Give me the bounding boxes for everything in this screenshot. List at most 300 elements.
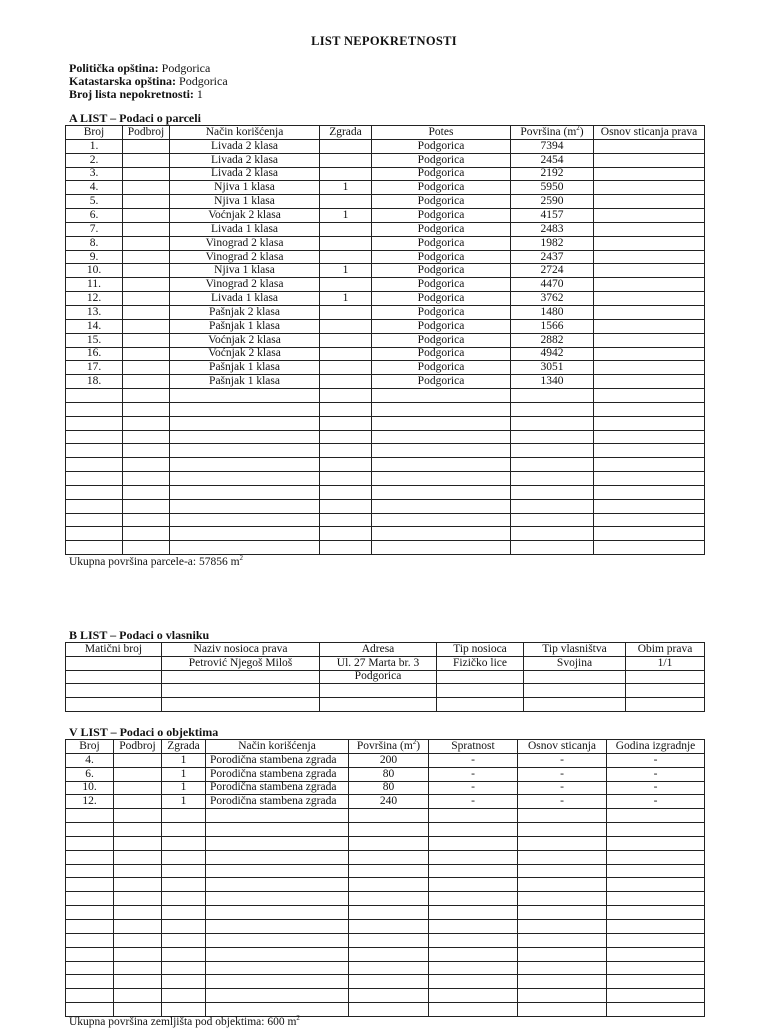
table-cell: [518, 836, 607, 850]
table-cell: Podgorica: [372, 222, 511, 236]
table-cell: [511, 444, 594, 458]
list-v-heading: V LIST – Podaci o objektima: [69, 725, 219, 739]
table-cell: [66, 541, 123, 555]
table-cell: -: [518, 767, 607, 781]
table-row: [66, 767, 705, 781]
table-row: [66, 222, 705, 236]
table-cell: [114, 919, 162, 933]
table-cell: [518, 933, 607, 947]
table-cell: [162, 975, 206, 989]
table-cell: [123, 541, 170, 555]
table-cell: [594, 472, 705, 486]
table-cell: [349, 836, 429, 850]
table-cell: Njiva 1 klasa: [170, 181, 320, 195]
table-cell: 4.: [66, 181, 123, 195]
table-cell: 12.: [66, 292, 123, 306]
table-row: [66, 753, 705, 767]
table-cell: 1480: [511, 305, 594, 319]
table-cell: [437, 670, 524, 684]
table-cell: [607, 836, 705, 850]
table-cell: Njiva 1 klasa: [170, 264, 320, 278]
table-row: [66, 236, 705, 250]
table-cell: [607, 823, 705, 837]
table-cell: [594, 222, 705, 236]
table-cell: [518, 989, 607, 1003]
table-cell: [607, 919, 705, 933]
table-cell: [123, 278, 170, 292]
table-cell: [114, 892, 162, 906]
table-cell: Podgorica: [372, 195, 511, 209]
table-cell: [349, 1003, 429, 1017]
table-row: [66, 305, 705, 319]
table-cell: [607, 989, 705, 1003]
table-cell: [372, 444, 511, 458]
table-cell: [429, 906, 518, 920]
table-cell: [66, 809, 114, 823]
table-cell: Podgorica: [372, 181, 511, 195]
column-header: Godina izgradnje: [607, 740, 705, 754]
table-cell: 1: [320, 264, 372, 278]
table-cell: [511, 527, 594, 541]
table-cell: [626, 684, 705, 698]
column-header: Obim prava: [626, 643, 705, 657]
table-cell: Podgorica: [372, 167, 511, 181]
table-cell: [206, 823, 349, 837]
table-cell: [162, 989, 206, 1003]
table-cell: [320, 485, 372, 499]
table-cell: [594, 389, 705, 403]
table-cell: [123, 402, 170, 416]
table-cell: [429, 850, 518, 864]
table-row: [66, 319, 705, 333]
table-cell: [162, 961, 206, 975]
table-cell: [511, 430, 594, 444]
table-cell: [206, 892, 349, 906]
table-cell: [518, 850, 607, 864]
table-cell: [320, 361, 372, 375]
table-cell: 2724: [511, 264, 594, 278]
table-cell: [114, 906, 162, 920]
table-cell: [162, 906, 206, 920]
table-cell: [320, 499, 372, 513]
table-row: [66, 416, 705, 430]
table-cell: [594, 181, 705, 195]
table-cell: Podgorica: [372, 347, 511, 361]
table-cell: [349, 961, 429, 975]
table-cell: 1982: [511, 236, 594, 250]
table-cell: [66, 458, 123, 472]
table-cell: [114, 809, 162, 823]
table-cell: [66, 864, 114, 878]
table-row: [66, 961, 705, 975]
table-cell: [511, 416, 594, 430]
table-cell: [518, 823, 607, 837]
table-cell: [123, 250, 170, 264]
table-row: [66, 975, 705, 989]
table-cell: [170, 430, 320, 444]
table-cell: [429, 989, 518, 1003]
table-cell: [372, 430, 511, 444]
table-cell: [349, 809, 429, 823]
table-cell: Voćnjak 2 klasa: [170, 347, 320, 361]
table-cell: 5.: [66, 195, 123, 209]
table-row: [66, 444, 705, 458]
document-title: LIST NEPOKRETNOSTI: [311, 34, 457, 48]
column-header: Osnov sticanja: [518, 740, 607, 754]
table-cell: 17.: [66, 361, 123, 375]
table-row: [66, 458, 705, 472]
table-row: [66, 836, 705, 850]
table-cell: [511, 485, 594, 499]
table-cell: [518, 878, 607, 892]
table-cell: [607, 878, 705, 892]
table-cell: 80: [349, 781, 429, 795]
table-cell: [66, 823, 114, 837]
table-cell: [429, 878, 518, 892]
table-cell: [372, 416, 511, 430]
table-cell: [518, 906, 607, 920]
table-cell: [162, 919, 206, 933]
table-cell: [594, 278, 705, 292]
table-header-row: [66, 126, 705, 140]
table-row: [66, 278, 705, 292]
table-cell: 2437: [511, 250, 594, 264]
table-cell: [320, 430, 372, 444]
table-cell: [206, 836, 349, 850]
table-cell: [607, 947, 705, 961]
table-cell: -: [518, 781, 607, 795]
table-row: [66, 264, 705, 278]
table-cell: [320, 402, 372, 416]
table-cell: Livada 2 klasa: [170, 153, 320, 167]
table-cell: [123, 139, 170, 153]
table-cell: [206, 961, 349, 975]
table-row: [66, 919, 705, 933]
table-row: [66, 864, 705, 878]
table-cell: Livada 2 klasa: [170, 167, 320, 181]
table-cell: [511, 402, 594, 416]
table-row: [66, 989, 705, 1003]
table-cell: [66, 1003, 114, 1017]
table-cell: [114, 864, 162, 878]
table-row: [66, 292, 705, 306]
column-header: Tip nosioca: [437, 643, 524, 657]
table-cell: [320, 236, 372, 250]
table-cell: [320, 250, 372, 264]
table-cell: [349, 892, 429, 906]
table-cell: -: [518, 795, 607, 809]
table-cell: [607, 892, 705, 906]
table-row: [66, 485, 705, 499]
table-cell: [349, 823, 429, 837]
table-cell: 18.: [66, 375, 123, 389]
table-cell: [594, 236, 705, 250]
table-cell: [66, 670, 162, 684]
table-row: [66, 167, 705, 181]
table-cell: [123, 527, 170, 541]
table-cell: [123, 375, 170, 389]
column-header: Matični broj: [66, 643, 162, 657]
table-cell: [594, 485, 705, 499]
table-cell: 6.: [66, 209, 123, 223]
table-cell: [114, 850, 162, 864]
table-cell: [607, 933, 705, 947]
table-cell: 13.: [66, 305, 123, 319]
table-cell: -: [429, 767, 518, 781]
table-cell: Podgorica: [320, 670, 437, 684]
table-cell: [511, 458, 594, 472]
table-cell: [66, 947, 114, 961]
list-v-total: Ukupna površina zemljišta pod objektima: 600 $m^2$: [69, 1014, 300, 1028]
table-cell: [206, 919, 349, 933]
table-header-row: [66, 643, 705, 657]
table-row: [66, 472, 705, 486]
table-cell: [320, 375, 372, 389]
table-cell: [320, 698, 437, 712]
table-cell: [429, 947, 518, 961]
table-row: [66, 250, 705, 264]
table-cell: [594, 458, 705, 472]
table-row: [66, 947, 705, 961]
table-cell: [594, 402, 705, 416]
table-cell: 1.: [66, 139, 123, 153]
table-cell: [594, 195, 705, 209]
table-row: [66, 850, 705, 864]
table-cell: [114, 989, 162, 1003]
table-cell: [518, 975, 607, 989]
table-cell: [206, 864, 349, 878]
table-cell: [349, 850, 429, 864]
table-cell: [162, 684, 320, 698]
table-cell: [349, 989, 429, 1003]
table-cell: Njiva 1 klasa: [170, 195, 320, 209]
table-cell: [429, 836, 518, 850]
column-header: Osnov sticanja prava: [594, 126, 705, 140]
table-cell: Podgorica: [372, 264, 511, 278]
table-cell: 8.: [66, 236, 123, 250]
table-cell: [320, 195, 372, 209]
table-cell: 1: [320, 292, 372, 306]
table-cell: -: [607, 795, 705, 809]
table-cell: [518, 1003, 607, 1017]
table-cell: Porodična stambena zgrada: [206, 795, 349, 809]
table-cell: 3762: [511, 292, 594, 306]
table-row: [66, 933, 705, 947]
table-cell: [162, 1003, 206, 1017]
table-cell: [114, 1003, 162, 1017]
table-cell: Porodična stambena zgrada: [206, 767, 349, 781]
table-cell: Podgorica: [372, 153, 511, 167]
table-cell: Vinograd 2 klasa: [170, 250, 320, 264]
table-cell: [372, 402, 511, 416]
table-cell: [66, 975, 114, 989]
table-cell: [114, 975, 162, 989]
list-b-heading: B LIST – Podaci o vlasniku: [69, 628, 210, 642]
table-cell: [123, 513, 170, 527]
table-cell: Podgorica: [372, 375, 511, 389]
table-cell: [206, 850, 349, 864]
table-row: [66, 670, 705, 684]
table-cell: Podgorica: [372, 333, 511, 347]
table-cell: 1: [162, 753, 206, 767]
table-cell: [594, 527, 705, 541]
table-cell: [206, 975, 349, 989]
table-cell: [123, 153, 170, 167]
table-cell: [320, 416, 372, 430]
table-cell: Pašnjak 1 klasa: [170, 375, 320, 389]
table-cell: [594, 541, 705, 555]
column-header: Zgrada: [320, 126, 372, 140]
table-cell: [429, 961, 518, 975]
table-cell: -: [607, 767, 705, 781]
table-cell: [320, 319, 372, 333]
table-cell: [123, 347, 170, 361]
table-cell: [626, 670, 705, 684]
table-cell: [594, 416, 705, 430]
table-cell: [162, 892, 206, 906]
table-cell: [429, 823, 518, 837]
table-cell: 4157: [511, 209, 594, 223]
table-cell: [437, 684, 524, 698]
table-cell: [320, 684, 437, 698]
table-cell: [429, 892, 518, 906]
table-cell: 6.: [66, 767, 114, 781]
table-cell: Vinograd 2 klasa: [170, 278, 320, 292]
table-cell: [607, 1003, 705, 1017]
table-row: [66, 195, 705, 209]
table-cell: [66, 698, 162, 712]
table-cell: [66, 656, 162, 670]
table-cell: [320, 153, 372, 167]
table-cell: [66, 499, 123, 513]
table-cell: Podgorica: [372, 250, 511, 264]
table-cell: [429, 975, 518, 989]
table-cell: [594, 347, 705, 361]
table-cell: [518, 892, 607, 906]
table-cell: [123, 181, 170, 195]
table-cell: [349, 919, 429, 933]
table-cell: Podgorica: [372, 361, 511, 375]
table-cell: [123, 209, 170, 223]
table-cell: [114, 878, 162, 892]
table-cell: [170, 472, 320, 486]
table-cell: [372, 513, 511, 527]
table-cell: 2454: [511, 153, 594, 167]
table-cell: [170, 416, 320, 430]
table-row: [66, 656, 705, 670]
table-row: [66, 513, 705, 527]
table-cell: [320, 333, 372, 347]
table-cell: [594, 153, 705, 167]
table-cell: [320, 513, 372, 527]
table-cell: -: [429, 795, 518, 809]
table-cell: -: [429, 753, 518, 767]
column-header: Površina $(m^2)$: [511, 126, 594, 140]
table-cell: [594, 361, 705, 375]
table-cell: Podgorica: [372, 236, 511, 250]
table-cell: [123, 264, 170, 278]
table-cell: [626, 698, 705, 712]
table-cell: [66, 430, 123, 444]
table-cell: 4.: [66, 753, 114, 767]
table-cell: [320, 167, 372, 181]
table-cell: [372, 472, 511, 486]
table-cell: [162, 878, 206, 892]
table-cell: [607, 850, 705, 864]
table-cell: Voćnjak 2 klasa: [170, 333, 320, 347]
table-cell: [123, 499, 170, 513]
table-cell: 1/1: [626, 656, 705, 670]
table-cell: [66, 527, 123, 541]
table-cell: [66, 684, 162, 698]
table-cell: 2590: [511, 195, 594, 209]
table-cell: [524, 684, 626, 698]
table-cell: 200: [349, 753, 429, 767]
table-cell: [66, 933, 114, 947]
table-cell: [123, 389, 170, 403]
table-cell: 2882: [511, 333, 594, 347]
table-cell: [518, 947, 607, 961]
table-cell: [162, 823, 206, 837]
column-header: Tip vlasništva: [524, 643, 626, 657]
column-header: Površina $(m^2)$: [349, 740, 429, 754]
table-cell: [594, 167, 705, 181]
column-header: Broj: [66, 740, 114, 754]
table-cell: 3051: [511, 361, 594, 375]
table-cell: [320, 527, 372, 541]
table-cell: [162, 864, 206, 878]
table-cell: [123, 472, 170, 486]
table-cell: 2483: [511, 222, 594, 236]
table-cell: [511, 472, 594, 486]
table-cell: [594, 375, 705, 389]
table-cell: [170, 389, 320, 403]
table-cell: [594, 444, 705, 458]
table-cell: 11.: [66, 278, 123, 292]
table-cell: [206, 809, 349, 823]
table-cell: [594, 430, 705, 444]
table-cell: [114, 781, 162, 795]
list-a-heading: A LIST – Podaci o parceli: [69, 111, 201, 125]
table-cell: [206, 1003, 349, 1017]
table-cell: [594, 139, 705, 153]
table-cell: [429, 864, 518, 878]
table-cell: 2.: [66, 153, 123, 167]
table-cell: [518, 864, 607, 878]
table-cell: 4470: [511, 278, 594, 292]
table-cell: [320, 458, 372, 472]
table-row: [66, 430, 705, 444]
table-row: [66, 402, 705, 416]
info-label: Broj lista nepokretnosti:: [69, 87, 194, 101]
table-cell: [429, 933, 518, 947]
table-cell: [320, 541, 372, 555]
table-cell: [320, 139, 372, 153]
table-cell: [170, 402, 320, 416]
table-cell: [511, 513, 594, 527]
table-cell: 3.: [66, 167, 123, 181]
info-value: 1: [193, 87, 203, 101]
table-cell: [162, 947, 206, 961]
table-row: [66, 541, 705, 555]
table-row: [66, 499, 705, 513]
table-cell: [594, 333, 705, 347]
table-cell: [429, 1003, 518, 1017]
table-cell: 5950: [511, 181, 594, 195]
table-cell: Porodična stambena zgrada: [206, 781, 349, 795]
table-cell: [66, 878, 114, 892]
table-cell: [123, 430, 170, 444]
